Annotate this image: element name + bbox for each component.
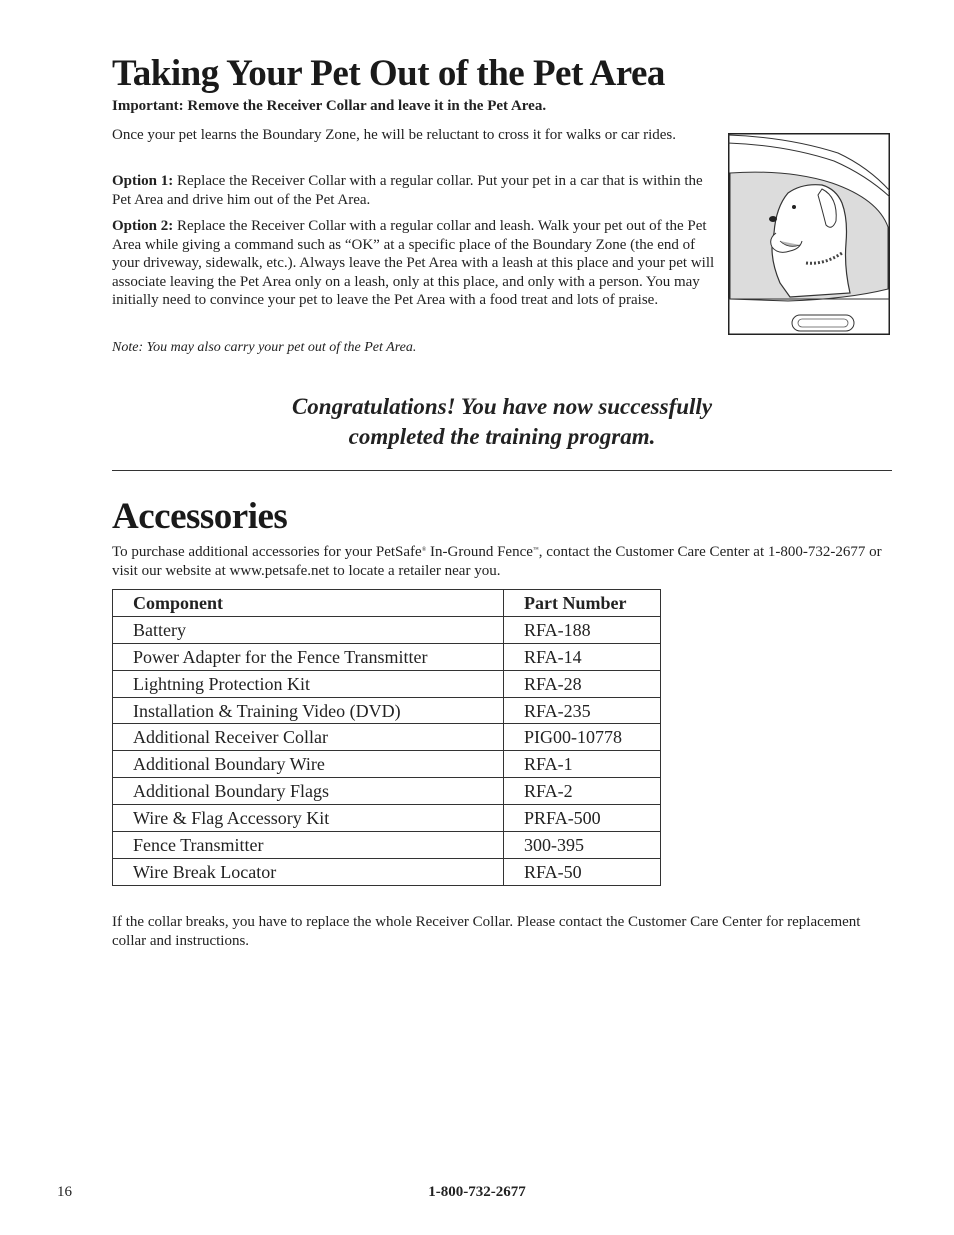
accessories-intro-part-3: , contact the Customer Care Center at 1-800-732-2677 or visit our website at www.petsafe.net to locate a retailer near you. [112,544,882,579]
option-1-paragraph [112,172,718,209]
option-1-text: Replace the Receiver Collar with a regular collar. Put your pet in a car that is within the Pet Area and drive him out of the Pet Area. [112,173,703,208]
table-row [113,805,661,832]
part-number-cell: RFA-50 [504,858,661,885]
part-number-cell: RFA-2 [504,778,661,805]
congratulations-line-2: completed the training program. [348,424,656,449]
accessories-parts-table [112,589,661,886]
accessories-intro-part-2: In-Ground Fence [426,544,533,560]
footer-phone: 1-800-732-2677 [428,1184,526,1200]
component-cell: Power Adapter for the Fence Transmitter [113,643,504,670]
congratulations-message [112,392,892,452]
component-cell: Additional Receiver Collar [113,724,504,751]
part-number-cell: PRFA-500 [504,805,661,832]
trademark-mark: ™ [532,547,539,553]
option-2-paragraph [112,217,718,310]
table-row [113,616,661,643]
part-number-cell: RFA-14 [504,643,661,670]
table-row [113,643,661,670]
accessories-intro-part-1: To purchase additional accessories for your PetSafe [112,544,422,560]
option-1-label: Option 1: [112,173,174,189]
collar-replacement-note: If the collar breaks, you have to replace the whole Receiver Collar. Please contact the Customer Care Center for replacement collar and instructions. [112,914,861,949]
component-cell: Wire Break Locator [113,858,504,885]
accessories-intro [112,541,892,581]
important-notice: Important: Remove the Receiver Collar and leave it in the Pet Area. [112,98,547,114]
table-header-row [113,590,661,617]
section-divider [112,470,892,471]
component-cell: Battery [113,616,504,643]
intro-paragraph: Once your pet learns the Boundary Zone, he will be reluctant to cross it for walks or car rides. [112,127,676,143]
part-number-cell: PIG00-10778 [504,724,661,751]
table-body [113,616,661,885]
registered-mark: ® [421,547,427,553]
table-row [113,778,661,805]
part-number-cell: RFA-188 [504,616,661,643]
note-text: Note: You may also carry your pet out of the Pet Area. [112,340,417,355]
option-2-label: Option 2: [112,218,174,234]
option-2-text: Replace the Receiver Collar with a regular collar and leash. Walk your pet out of the Pet Area while giving a command such as “OK” at a specific place of the Boundary Zone (the end of your driveway, sidewalk, etc.). Always leave the Pet Area with a leash at this place and your pet will associate leaving the Pet Area only on a leash, only at this place, and only with a person. You may initially need to convince your pet to leave the Pet Area with a food treat and lots of praise. [112,218,715,308]
page-number: 16 [57,1184,72,1200]
table-row [113,670,661,697]
column-header-part-number: Part Number [504,590,661,617]
dog-in-car-illustration [728,133,890,335]
part-number-cell: RFA-28 [504,670,661,697]
table-row [113,697,661,724]
table-row [113,724,661,751]
component-cell: Lightning Protection Kit [113,670,504,697]
part-number-cell: RFA-235 [504,697,661,724]
component-cell: Wire & Flag Accessory Kit [113,805,504,832]
component-cell: Additional Boundary Flags [113,778,504,805]
table-row [113,858,661,885]
congratulations-line-1: Congratulations! You have now successfully [291,394,713,419]
column-header-component: Component [113,590,504,617]
part-number-cell: RFA-1 [504,751,661,778]
section-title-taking-pet-out: Taking Your Pet Out of the Pet Area [112,53,665,94]
section-title-accessories: Accessories [112,496,288,537]
component-cell: Additional Boundary Wire [113,751,504,778]
table-row [113,751,661,778]
table-row [113,832,661,859]
component-cell: Installation & Training Video (DVD) [113,697,504,724]
component-cell: Fence Transmitter [113,832,504,859]
part-number-cell: 300-395 [504,832,661,859]
